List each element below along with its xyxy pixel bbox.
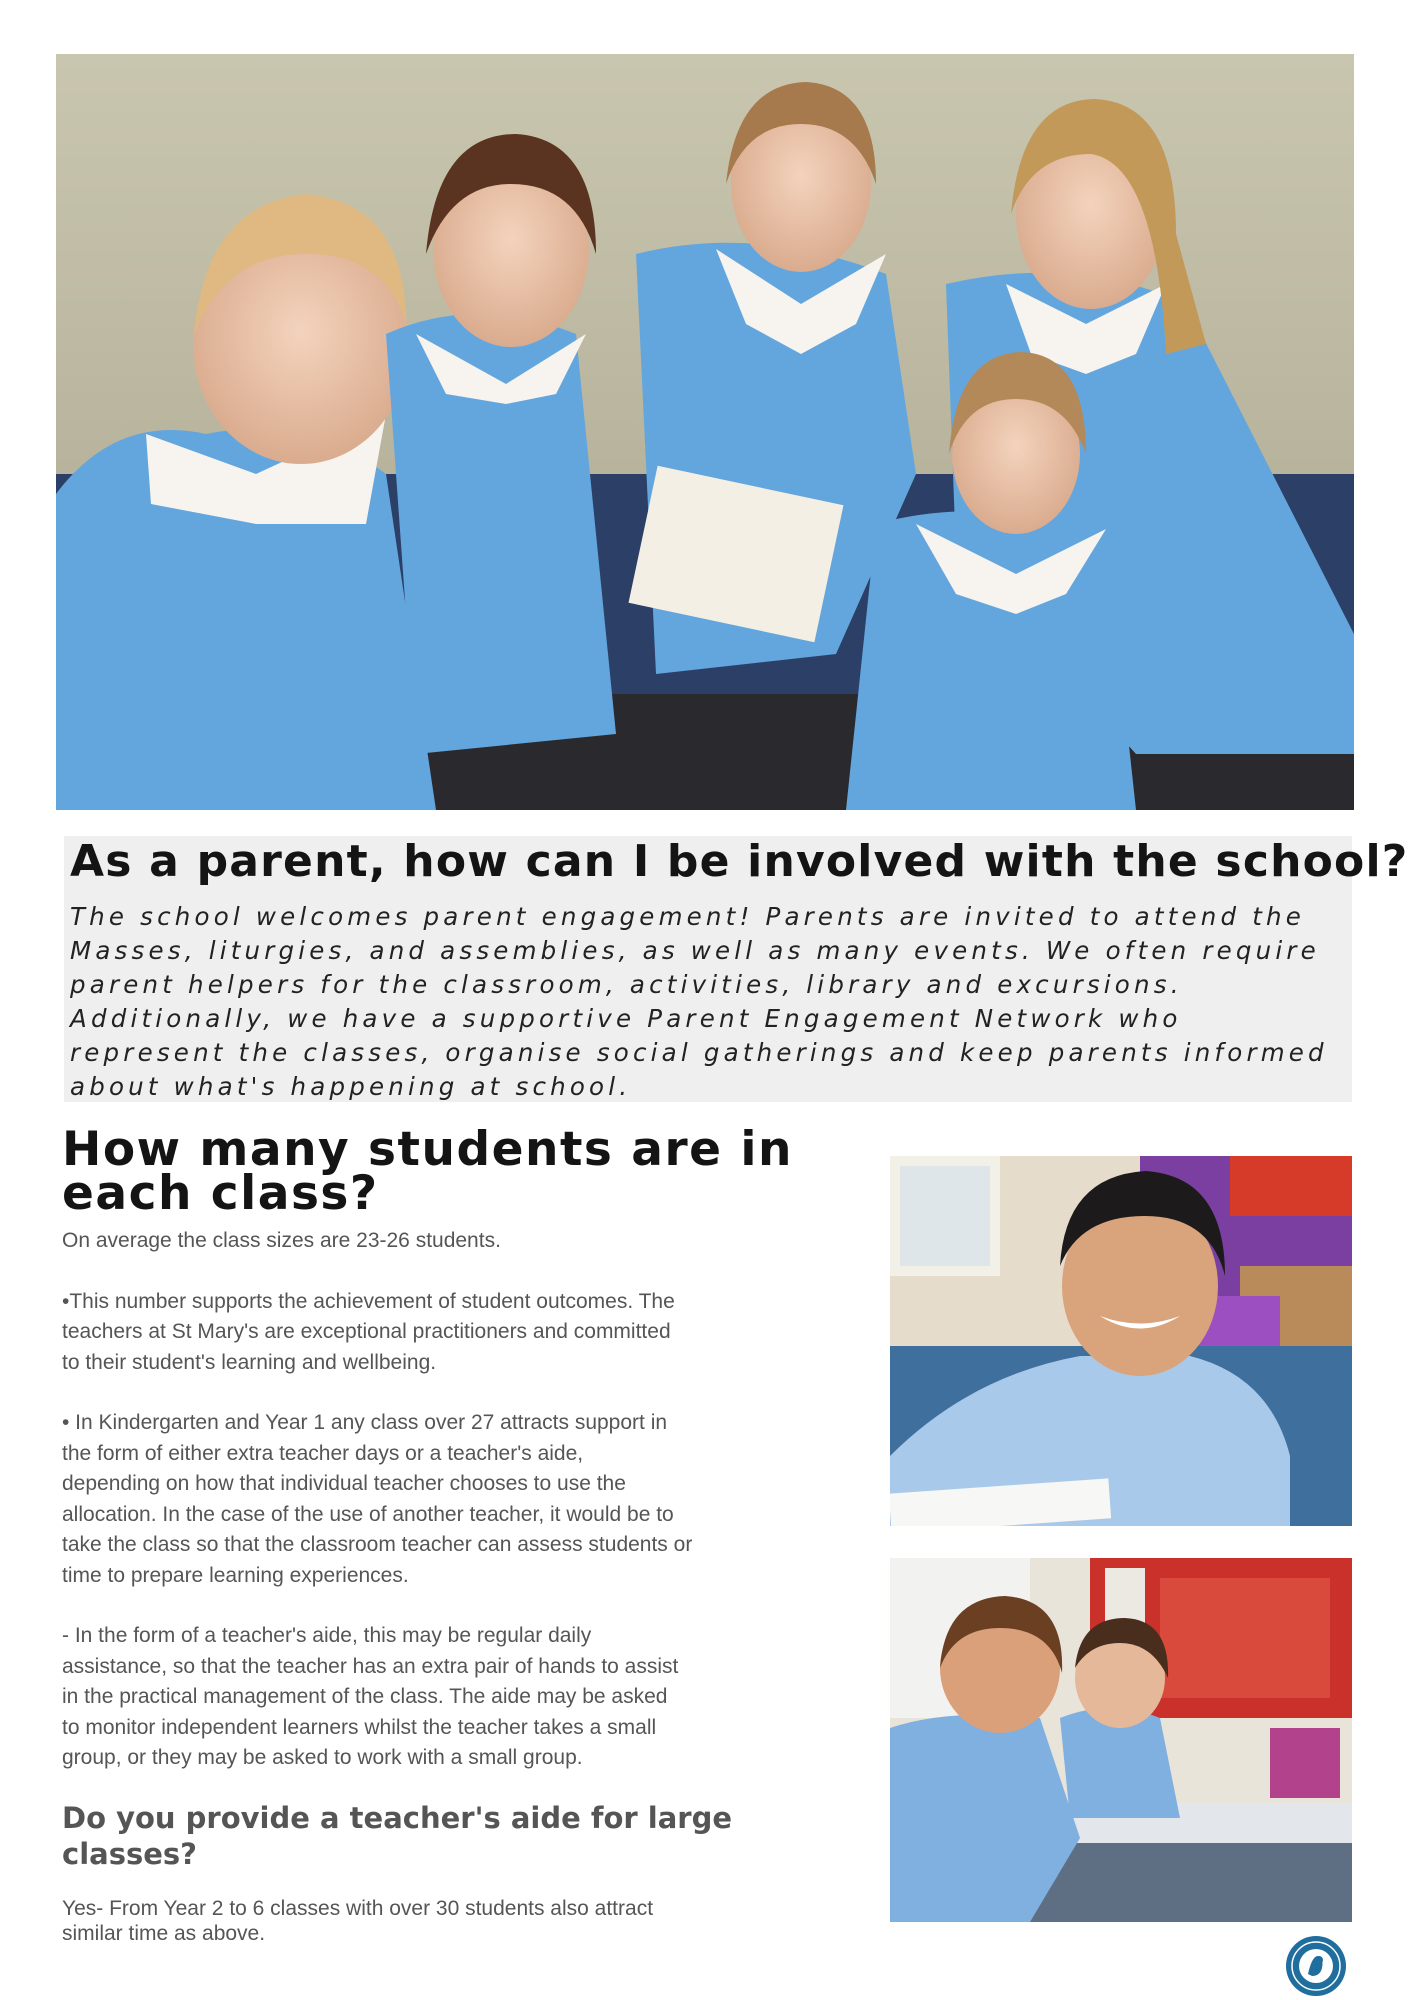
class-size-line: •This number supports the achievement of student outcomes. The	[62, 1289, 675, 1313]
involvement-line: The school welcomes parent engagement! Parents are invited to attend the	[70, 902, 1306, 931]
class-size-line: in the practical management of the class. The aide may be asked	[62, 1685, 668, 1708]
involvement-line: about what's happening at school.	[70, 1072, 632, 1101]
class-size-intro: On average the class sizes are 23-26 students.	[62, 1229, 501, 1252]
class-size-heading	[62, 1122, 842, 1221]
class-size-heading-line: How many students are in	[62, 1122, 793, 1177]
class-size-line: assistance, so that the teacher has an extra pair of hands to assist	[62, 1654, 679, 1678]
aide-heading-line: classes?	[62, 1837, 197, 1871]
aide-text	[62, 1896, 822, 1946]
aide-line: similar time as above.	[62, 1922, 266, 1945]
class-size-line: the form of either extra teacher days or a teacher's aide,	[62, 1441, 584, 1465]
class-size-line: take the class so that the classroom teacher can assess students or	[62, 1533, 693, 1556]
class-size-line: time to prepare learning experiences.	[62, 1563, 409, 1587]
class-size-heading-line: each class?	[62, 1166, 379, 1221]
involvement-line: Masses, liturgies, and assemblies, as well as many events. We often require	[70, 936, 1320, 965]
involvement-text	[70, 900, 1350, 1104]
school-logo-icon	[1284, 1934, 1348, 1998]
class-size-line: - In the form of a teacher's aide, this may be regular daily	[62, 1624, 592, 1647]
students-working-photo	[890, 1558, 1352, 1922]
class-size-line: group, or they may be asked to work with a small group.	[62, 1746, 583, 1769]
class-size-line: depending on how that individual teacher chooses to use the	[62, 1472, 626, 1495]
aide-heading-line: Do you provide a teacher's aide for large	[62, 1801, 733, 1835]
boy-photo	[890, 1156, 1352, 1526]
involvement-heading: As a parent, how can I be involved with the school?	[70, 836, 1409, 887]
class-size-line: to monitor independent learners whilst the teacher takes a small	[62, 1715, 657, 1739]
class-size-line: teachers at St Mary's are exceptional practitioners and committed	[62, 1320, 671, 1343]
class-size-text	[62, 1226, 862, 1774]
involvement-line: represent the classes, organise social gatherings and keep parents informed	[70, 1038, 1328, 1067]
class-size-line: • In Kindergarten and Year 1 any class over 27 attracts support in	[62, 1411, 668, 1434]
aide-line: Yes- From Year 2 to 6 classes with over 30 students also attract	[62, 1897, 654, 1920]
aide-heading	[62, 1800, 822, 1872]
involvement-line: Additionally, we have a supportive Parent Engagement Network who	[70, 1004, 1182, 1033]
class-size-line: allocation. In the case of the use of another teacher, it would be to	[62, 1502, 674, 1526]
class-size-line: to their student's learning and wellbeing.	[62, 1350, 437, 1374]
involvement-line: parent helpers for the classroom, activities, library and excursions.	[70, 970, 1183, 999]
hero-photo	[56, 54, 1354, 810]
